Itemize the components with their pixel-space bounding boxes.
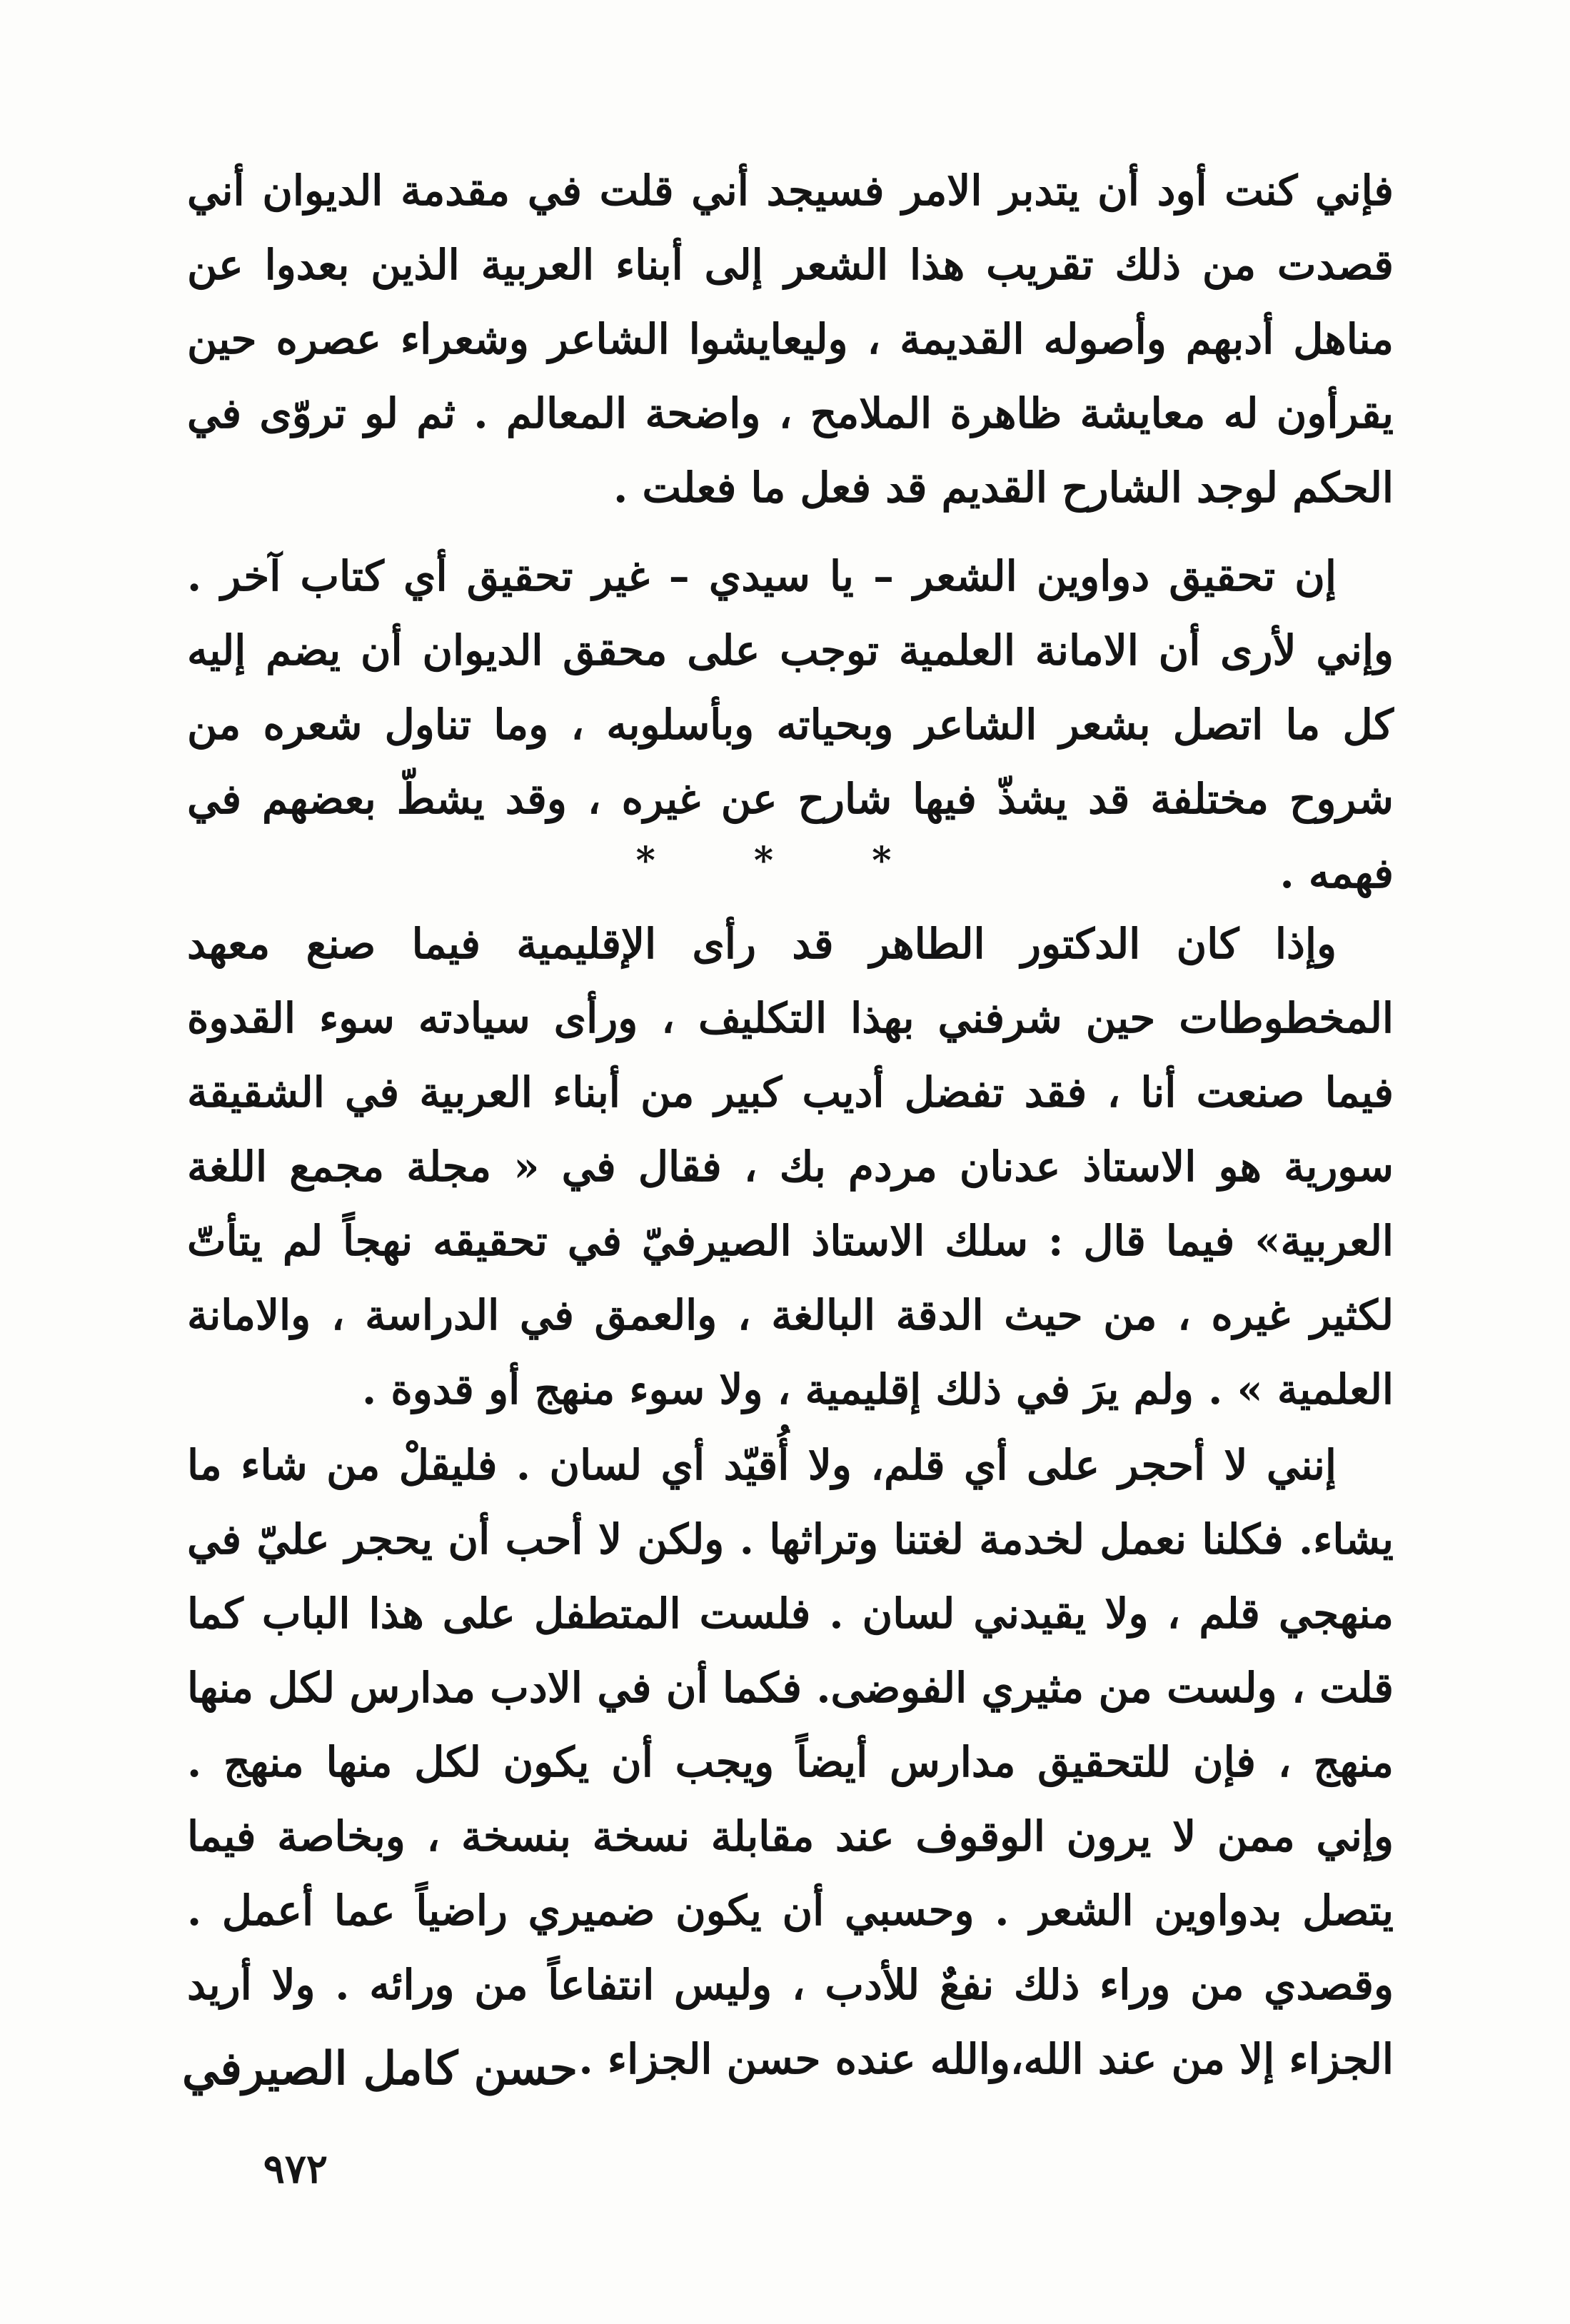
paragraph-4-text: إنني لا أحجر على أي قلم، ولا أُقيّد أي لسان . فليقلْ من شاء ما يشاء. فكلنا نعمل لخدمة لغتنا وتراثها . ولكن لا أحب أن يحجر عليّ في منهجي قلم ، ولا يقيدني لسان . فلست المتطفل على هذا الباب كما قلت ، ولست من مثيري الفوضى. فكما أن في الادب مدارس لكل منها منهج ، فإن للتحقيق مدارس أيضاً ويجب أن يكون لكل منها منهج . وإني ممن لا يرون الوقوف عند مقابلة نسخة بنسخة ، وبخاصة فيما يتصل بدواوين الشعر . وحسبي أن يكون ضميري راضياً عما أعمل . وقصدي من وراء ذلك نفعٌ للأدب ، وليس انتفاعاً من ورائه . ولا أريد الجزاء إلا من عند الله،والله عنده حسن الجزاء . [187,1441,1394,2083]
page-number: ٩٧٢ [263,2146,328,2193]
author-signature: حسن كامل الصيرفي [182,2042,578,2096]
paragraph-1-text: فإني كنت أود أن يتدبر الامر فسيجد أني قلت في مقدمة الديوان أني قصدت من ذلك تقريب هذا الشعر إلى أبناء العربية الذين بعدوا عن مناهل أدبهم وأصوله القديمة ، وليعايشوا الشاعر وشعراء عصره حين يقرأون له معايشة ظاهرة الملامح ، واضحة المعالم . ثم لو تروّى في الحكم لوجد الشارح القديم قد فعل ما فعلت . [187,166,1394,512]
paragraph-1 [187,154,1394,525]
paragraph-3 [187,907,1394,1427]
paragraph-4 [187,1428,1394,2096]
paragraph-3-text: وإذا كان الدكتور الطاهر قد رأى الإقليمية فيما صنع معهد المخطوطات حين شرفني بهذا التكليف ، ورأى سيادته سوء القدوة فيما صنعت أنا ، فقد تفضل أديب كبير من أبناء العربية في الشقيقة سورية هو الاستاذ عدنان مردم بك ، فقال في « مجلة مجمع اللغة العربية» فيما قال : سلك الاستاذ الصيرفيّ في تحقيقه نهجاً لم يتأتّ لكثير غيره ، من حيث الدقة البالغة ، والعمق في الدراسة ، والامانة العلمية » . ولم يرَ في ذلك إقليمية ، ولا سوء منهج أو قدوة . [187,920,1394,1414]
section-separator: * * * [635,839,935,882]
paragraph-2-text: إن تحقيق دواوين الشعر – يا سيدي – غير تحقيق أي كتاب آخر . وإني لأرى أن الامانة العلمية توجب على محقق الديوان أن يضم إليه كل ما اتصل بشعر الشاعر وبحياته وبأسلوبه ، وما تناول شعره من شروح مختلفة قد يشذّ فيها شارح عن غيره ، وقد يشطّ بعضهم في فهمه . [187,552,1394,897]
